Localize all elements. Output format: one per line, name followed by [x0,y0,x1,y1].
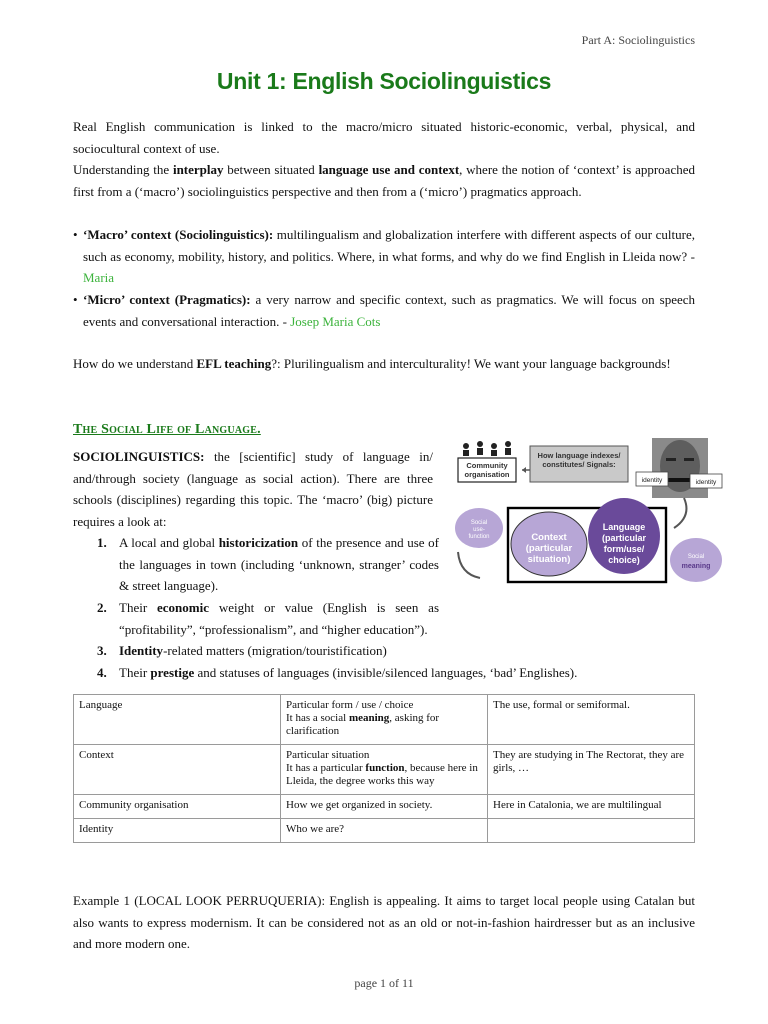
example-paragraph: Example 1 (LOCAL LOOK PERRUQUERIA): English is appealing. It aims to target local people using Catalan but also wants to express modernism. It can be considered not as an old or not-in-fashion hairdresser but as an inclusive and more modern one. [73,893,695,952]
table-cell: The use, formal or semiformal. [488,695,695,745]
table-cell: Particular situation It has a particular function, because here in Lleida, the degree works this way [281,745,488,795]
list-item-2 [73,597,693,640]
efl-text: ?: Plurilingualism and interculturality! We want your language backgrounds! [271,356,671,371]
bullet-micro-context [73,289,695,332]
efl-emphasis: EFL teaching [196,356,272,371]
page-title: Unit 1: English Sociolinguistics [216,68,552,94]
table-row [74,745,695,795]
community-label: Community organisation [464,461,510,479]
list-text: of the presence and use of the languages in town (including ‘unknown, stranger’ codes & street language). [119,535,439,594]
list-emphasis: historicization [218,535,299,550]
bullet-macro-context [73,224,695,289]
bullet-heading: ‘Macro’ context (Sociolinguistics): [83,227,274,242]
list-number: 2. [97,600,107,615]
context-label: Context (particular situation) [525,532,573,565]
efl-paragraph [73,353,695,375]
table-cell: Context [74,745,281,795]
people-icon [463,441,511,456]
list-emphasis: prestige [150,665,195,680]
intro-text: between situated [223,162,319,177]
concept-table [73,694,695,843]
bullet-text: multilingualism and globalization interfere with different aspects of our culture, such as economy, mobility, history, and politics. Where, in what forms, and why do we find English in Lleida now? - [83,227,695,264]
table-cell: Community organisation [74,795,281,819]
running-header: Part A: Sociolinguistics [581,33,695,47]
list-text: A local and global [119,535,219,550]
list-number: 3. [97,643,107,658]
intro-emphasis: interplay [172,162,224,177]
person-name: Josep Maria Cots [290,313,381,329]
social-meaning-label: Social [687,554,705,560]
table-cell: Identity [74,819,281,843]
social-meaning-label: meaning [681,563,711,570]
table-cell [488,819,695,843]
top-box-label: How language indexes/ constitutes/ Signals: [537,451,621,469]
intro-paragraph-1: Real English communication is linked to the macro/micro situated historic-economic, verbal, physical, and sociocultural context of use. [73,119,695,156]
language-label: Language (particular form/use/ choice) [601,522,647,565]
list-text: and statuses of languages (invisible/silenced languages, ‘bad’ Englishes). [194,665,578,680]
bullet-dot: • [73,292,78,307]
bullet-dot: • [73,227,78,242]
list-text: Their [119,665,151,680]
list-emphasis: economic [157,600,209,615]
table-cell: Here in Catalonia, we are multilingual [488,795,695,819]
diagram-svg [452,436,717,586]
eye-icon [684,458,694,461]
intro-text: , where the notion of ‘context’ is approached first from a (‘macro’) sociolinguistics perspective and then from a (‘micro’) pragmatics approach. [73,162,695,199]
table-cell: How we get organized in society. [281,795,488,819]
arrow-icon [674,498,686,528]
table-cell: Who we are? [281,819,488,843]
table-cell: Language [74,695,281,745]
eye-icon [666,458,676,461]
intro-paragraph-2 [73,159,695,202]
list-text: weight or value (English is seen as “profitability”, “professionalism”, and “higher education”). [119,600,440,637]
identity-label-1: identity [641,477,663,484]
efl-text: How do we understand [73,356,197,371]
section-title: The Social Life of Language. [73,422,261,437]
table-cell: Particular form / use / choice It has a social meaning, asking for clarification [281,695,488,745]
table-cell: They are studying in The Rectorat, they are girls, … [488,745,695,795]
language-context-diagram [452,436,717,586]
intro-text: Understanding the [73,162,173,177]
mouth-icon [668,478,692,482]
table-row [74,695,695,745]
list-text: -related matters (migration/touristification) [163,643,387,658]
identity-label-2: identity [695,479,717,486]
sociolinguistics-definition [73,446,433,532]
social-use-label: Social use-function [468,520,490,540]
arrow-icon [458,552,480,578]
social-meaning-circle [670,538,722,582]
bullet-heading: ‘Micro’ context (Pragmatics): [83,292,251,307]
arrow-icon [522,467,526,473]
list-text: Their [119,600,158,615]
table-row [74,819,695,843]
definition-term: SOCIOLINGUISTICS: [73,449,205,464]
list-emphasis: Identity [119,643,164,658]
definition-text: the [scientific] study of language in/ and/through society (language as social action). There are three schools (disciplines) regarding this topic. The ‘macro’ (big) picture requires a look at: [73,449,433,529]
list-number: 1. [97,535,107,550]
table-row [74,795,695,819]
list-number: 4. [97,665,107,680]
bullet-text: a very narrow and specific context, such as pragmatics. We will focus on speech events and conversational interaction. - [83,292,696,329]
person-name: Maria [83,270,115,286]
intro-emphasis: language use and context [318,162,460,177]
page-number: page 1 of 11 [354,976,414,990]
